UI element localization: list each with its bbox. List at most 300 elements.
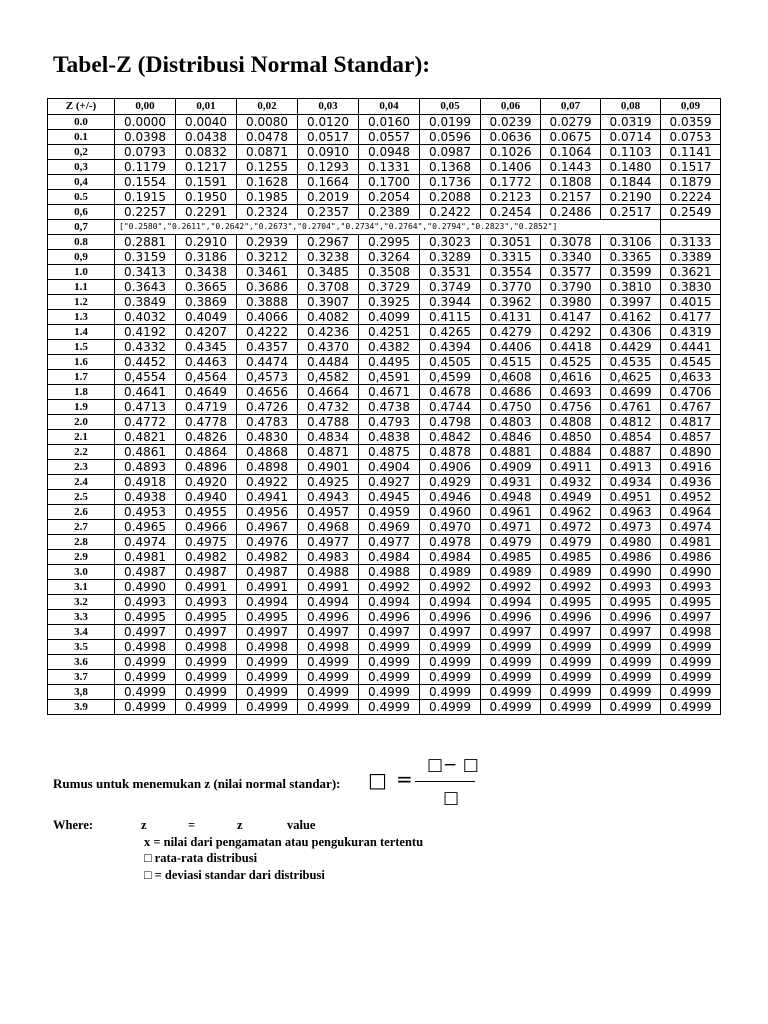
probability-cell: 0.4115: [420, 310, 481, 325]
probability-cell: 0.4951: [601, 490, 661, 505]
probability-cell: 0.1141: [661, 145, 721, 160]
probability-cell: 0.0040: [176, 115, 237, 130]
table-row: [48, 640, 721, 655]
probability-cell: 0.4941: [237, 490, 298, 505]
probability-cell: 0.4357: [237, 340, 298, 355]
table-row: [48, 415, 721, 430]
z-value-cell: 3.2: [48, 595, 115, 610]
probability-cell: 0.4987: [115, 565, 176, 580]
probability-cell: 0.4999: [420, 685, 481, 700]
probability-cell: 0.3708: [298, 280, 359, 295]
probability-cell: 0.4999: [237, 655, 298, 670]
probability-cell: 0.4207: [176, 325, 237, 340]
probability-cell: 0.4999: [661, 685, 721, 700]
probability-cell: 0.4970: [420, 520, 481, 535]
z-value-cell: 0.0: [48, 115, 115, 130]
probability-cell: 0.4999: [661, 640, 721, 655]
probability-cell: 0.4463: [176, 355, 237, 370]
table-row: [48, 280, 721, 295]
probability-cell: 0.4991: [237, 580, 298, 595]
table-row: [48, 475, 721, 490]
probability-cell: 0.1217: [176, 160, 237, 175]
z-value-cell: 3.5: [48, 640, 115, 655]
probability-cell: 0.4999: [420, 700, 481, 715]
column-header: 0,06: [481, 99, 541, 115]
probability-cell: 0.4992: [541, 580, 601, 595]
probability-cell: 0.0080: [237, 115, 298, 130]
probability-cell: 0.4990: [601, 565, 661, 580]
probability-cell: 0.0517: [298, 130, 359, 145]
z-value-cell: 2.2: [48, 445, 115, 460]
probability-cell: 0.4545: [661, 355, 721, 370]
probability-cell: 0.4994: [420, 595, 481, 610]
probability-cell: 0.4999: [176, 685, 237, 700]
column-header: 0,05: [420, 99, 481, 115]
probability-cell: 0.3869: [176, 295, 237, 310]
probability-cell: 0.4999: [237, 700, 298, 715]
probability-cell: 0.4989: [481, 565, 541, 580]
formula-label: Rumus untuk menemukan z (nilai normal standar):: [53, 776, 341, 791]
probability-cell: 0.4994: [237, 595, 298, 610]
probability-cell: 0.4868: [237, 445, 298, 460]
probability-cell: 0.3749: [420, 280, 481, 295]
table-row: [48, 520, 721, 535]
z-value-cell: 2.4: [48, 475, 115, 490]
probability-cell: 0.2939: [237, 235, 298, 250]
z-value-cell: 3.6: [48, 655, 115, 670]
table-row: [48, 610, 721, 625]
probability-cell: 0.4999: [661, 655, 721, 670]
probability-cell: 0.1950: [176, 190, 237, 205]
probability-cell: 0.1331: [359, 160, 420, 175]
probability-cell: 0.4999: [298, 685, 359, 700]
column-header: 0,01: [176, 99, 237, 115]
probability-cell: 0.4686: [481, 385, 541, 400]
where-equals: =: [188, 818, 196, 832]
probability-cell: 0.4999: [115, 700, 176, 715]
probability-cell: 0.4999: [601, 670, 661, 685]
probability-cell: 0.4974: [661, 520, 721, 535]
table-row: [48, 325, 721, 340]
probability-cell: 0.4999: [601, 640, 661, 655]
probability-cell: 0.3888: [237, 295, 298, 310]
probability-cell: 0.0871: [237, 145, 298, 160]
probability-cell: 0.2486: [541, 205, 601, 220]
probability-cell: 0.4945: [359, 490, 420, 505]
table-row: [48, 460, 721, 475]
probability-cell: 0.4999: [541, 655, 601, 670]
probability-cell: 0.4854: [601, 430, 661, 445]
probability-cell: 0.4761: [601, 400, 661, 415]
table-row: [48, 115, 721, 130]
probability-cell: 0.0199: [420, 115, 481, 130]
probability-cell: 0.1700: [359, 175, 420, 190]
probability-cell: 0.1808: [541, 175, 601, 190]
probability-cell: 0.3238: [298, 250, 359, 265]
probability-cell: 0.4987: [176, 565, 237, 580]
probability-cell: 0.2224: [661, 190, 721, 205]
probability-cell: 0.4959: [359, 505, 420, 520]
probability-cell: 0.4998: [661, 625, 721, 640]
probability-cell: 0.4992: [420, 580, 481, 595]
probability-cell: 0.4936: [661, 475, 721, 490]
probability-cell: 0.4999: [359, 670, 420, 685]
probability-cell: 0.4999: [541, 700, 601, 715]
probability-cell: 0.3159: [115, 250, 176, 265]
probability-cell: 0.4834: [298, 430, 359, 445]
table-row: [48, 400, 721, 415]
probability-cell: 0.4997: [237, 625, 298, 640]
probability-cell: 0.4920: [176, 475, 237, 490]
probability-cell: 0.0557: [359, 130, 420, 145]
probability-cell: 0.4990: [661, 565, 721, 580]
probability-cell: 0.4960: [420, 505, 481, 520]
probability-cell: 0.1480: [601, 160, 661, 175]
probability-cell: 0.4946: [420, 490, 481, 505]
probability-cell: 0.4996: [601, 610, 661, 625]
probability-cell: 0.4999: [541, 640, 601, 655]
z-value-cell: 0,9: [48, 250, 115, 265]
z-value-cell: 0.8: [48, 235, 115, 250]
probability-cell: 0.0279: [541, 115, 601, 130]
table-row: [48, 445, 721, 460]
probability-cell: 0.4989: [420, 565, 481, 580]
probability-cell: 0.4484: [298, 355, 359, 370]
z-value-cell: 3.4: [48, 625, 115, 640]
z-value-cell: 1.8: [48, 385, 115, 400]
probability-cell: 0.4981: [661, 535, 721, 550]
probability-cell: 0.3962: [481, 295, 541, 310]
probability-cell: 0.4015: [661, 295, 721, 310]
probability-cell: 0.4719: [176, 400, 237, 415]
probability-cell: 0.4957: [298, 505, 359, 520]
probability-cell: 0.4394: [420, 340, 481, 355]
formula-z-symbol: □: [368, 768, 387, 792]
probability-cell: 0.4842: [420, 430, 481, 445]
probability-cell: 0.4997: [359, 625, 420, 640]
z-value-cell: 2.8: [48, 535, 115, 550]
probability-cell: 0.0398: [115, 130, 176, 145]
probability-cell: 0.4370: [298, 340, 359, 355]
z-value-cell: 1.7: [48, 370, 115, 385]
probability-cell: 0.4981: [115, 550, 176, 565]
probability-cell: 0.2324: [237, 205, 298, 220]
where-z-second: z: [237, 818, 243, 832]
probability-cell: 0.4940: [176, 490, 237, 505]
probability-cell: 0.4984: [359, 550, 420, 565]
probability-cell: 0.4995: [661, 595, 721, 610]
probability-cell: 0.3577: [541, 265, 601, 280]
probability-cell: 0,4633: [661, 370, 721, 385]
probability-cell: 0.4890: [661, 445, 721, 460]
probability-cell: 0,4608: [481, 370, 541, 385]
probability-cell: 0.4909: [481, 460, 541, 475]
table-row: [48, 595, 721, 610]
probability-cell: 0.1915: [115, 190, 176, 205]
probability-cell: 0.4893: [115, 460, 176, 475]
where-z: z: [141, 818, 147, 832]
probability-cell: 0.4977: [359, 535, 420, 550]
probability-cell: 0.4082: [298, 310, 359, 325]
probability-cell: 0.4999: [115, 670, 176, 685]
z-value-cell: 1.6: [48, 355, 115, 370]
probability-cell: 0.4918: [115, 475, 176, 490]
probability-cell: 0.1879: [661, 175, 721, 190]
z-value-cell: 3.1: [48, 580, 115, 595]
probability-cell: 0.3980: [541, 295, 601, 310]
probability-cell: 0.4996: [541, 610, 601, 625]
table-row: [48, 370, 721, 385]
z-value-cell: 0,6: [48, 205, 115, 220]
probability-cell: 0.4999: [359, 640, 420, 655]
column-header: 0,02: [237, 99, 298, 115]
probability-cell: 0.2357: [298, 205, 359, 220]
table-row: [48, 580, 721, 595]
probability-cell: 0.4993: [661, 580, 721, 595]
probability-cell: 0.4999: [601, 655, 661, 670]
probability-cell: 0.4904: [359, 460, 420, 475]
z-value-cell: 0,4: [48, 175, 115, 190]
probability-cell: 0.3997: [601, 295, 661, 310]
table-row: [48, 535, 721, 550]
probability-cell: 0.4906: [420, 460, 481, 475]
probability-cell: 0.4678: [420, 385, 481, 400]
probability-cell: 0.4382: [359, 340, 420, 355]
probability-cell: 0.4808: [541, 415, 601, 430]
probability-cell: 0.4406: [481, 340, 541, 355]
probability-cell: 0.2881: [115, 235, 176, 250]
probability-cell: 0.4948: [481, 490, 541, 505]
probability-cell: 0.4693: [541, 385, 601, 400]
probability-cell: 0.1628: [237, 175, 298, 190]
probability-cell: 0.4997: [541, 625, 601, 640]
probability-cell: 0.4778: [176, 415, 237, 430]
probability-cell: 0.4985: [541, 550, 601, 565]
probability-cell: 0.4962: [541, 505, 601, 520]
probability-cell: 0.2123: [481, 190, 541, 205]
probability-cell: 0.4999: [481, 685, 541, 700]
probability-cell: 0.4986: [661, 550, 721, 565]
probability-cell: 0.3023: [420, 235, 481, 250]
empty-cell: [661, 220, 721, 235]
probability-cell: 0.4965: [115, 520, 176, 535]
probability-cell: 0.4999: [298, 655, 359, 670]
probability-cell: 0.3461: [237, 265, 298, 280]
probability-cell: 0.4997: [601, 625, 661, 640]
probability-cell: 0.4969: [359, 520, 420, 535]
z-value-cell: 1.4: [48, 325, 115, 340]
probability-cell: 0.4938: [115, 490, 176, 505]
probability-cell: 0.4916: [661, 460, 721, 475]
probability-cell: 0.0793: [115, 145, 176, 160]
probability-cell: 0.4999: [359, 655, 420, 670]
probability-cell: 0.4999: [420, 640, 481, 655]
column-header: 0,03: [298, 99, 359, 115]
probability-cell: 0.4772: [115, 415, 176, 430]
probability-cell: 0.4922: [237, 475, 298, 490]
probability-cell: 0.3264: [359, 250, 420, 265]
probability-cell: 0.4861: [115, 445, 176, 460]
probability-cell: 0.4999: [541, 670, 601, 685]
probability-cell: 0.4943: [298, 490, 359, 505]
probability-cell: 0.2967: [298, 235, 359, 250]
probability-cell: 0.4978: [420, 535, 481, 550]
probability-cell: 0.0636: [481, 130, 541, 145]
formula-equals-sign: =: [396, 767, 413, 791]
probability-cell: 0.4699: [601, 385, 661, 400]
table-row: [48, 565, 721, 580]
column-header: 0,09: [661, 99, 721, 115]
probability-cell: 0.4783: [237, 415, 298, 430]
z-value-cell: 2.7: [48, 520, 115, 535]
probability-cell: 0.3051: [481, 235, 541, 250]
probability-cell: 0.4441: [661, 340, 721, 355]
probability-cell: 0.4999: [359, 685, 420, 700]
probability-cell: 0.4972: [541, 520, 601, 535]
probability-cell: 0.4999: [481, 655, 541, 670]
probability-cell: 0.4998: [115, 640, 176, 655]
probability-cell: 0.0438: [176, 130, 237, 145]
probability-cell: 0.1517: [661, 160, 721, 175]
probability-cell: 0.4750: [481, 400, 541, 415]
table-row: [48, 205, 721, 220]
probability-cell: 0.4452: [115, 355, 176, 370]
probability-cell: 0.4830: [237, 430, 298, 445]
probability-cell: 0.4913: [601, 460, 661, 475]
probability-cell: 0.4495: [359, 355, 420, 370]
probability-cell: 0.4952: [661, 490, 721, 505]
table-row: [48, 490, 721, 505]
formula-numerator: □− □: [427, 755, 479, 775]
probability-cell: 0.4898: [237, 460, 298, 475]
probability-cell: 0.1844: [601, 175, 661, 190]
probability-cell: 0.4982: [176, 550, 237, 565]
probability-cell: 0.4995: [237, 610, 298, 625]
probability-cell: 0.4929: [420, 475, 481, 490]
z-value-cell: 1.2: [48, 295, 115, 310]
probability-cell: 0.4931: [481, 475, 541, 490]
probability-cell: 0.4993: [601, 580, 661, 595]
table-row: [48, 145, 721, 160]
probability-cell: 0.4664: [298, 385, 359, 400]
probability-cell: 0.3944: [420, 295, 481, 310]
z-value-cell: 1.3: [48, 310, 115, 325]
probability-cell: 0.4878: [420, 445, 481, 460]
probability-cell: 0.3365: [601, 250, 661, 265]
probability-cell: 0.4319: [661, 325, 721, 340]
probability-cell: 0.4641: [115, 385, 176, 400]
z-value-cell: 0,3: [48, 160, 115, 175]
probability-cell: 0.4999: [115, 655, 176, 670]
probability-cell: 0.4999: [176, 670, 237, 685]
probability-cell: 0.4997: [115, 625, 176, 640]
z-value-cell: 1.0: [48, 265, 115, 280]
probability-cell: 0.4987: [237, 565, 298, 580]
probability-cell: 0.4995: [541, 595, 601, 610]
probability-cell: 0,4554: [115, 370, 176, 385]
probability-cell: 0.4934: [601, 475, 661, 490]
table-row: [48, 235, 721, 250]
probability-cell: 0.4995: [115, 610, 176, 625]
probability-cell: 0.4999: [176, 700, 237, 715]
probability-cell: 0.0714: [601, 130, 661, 145]
probability-cell: 0.4793: [359, 415, 420, 430]
probability-cell: 0.4744: [420, 400, 481, 415]
table-row: [48, 175, 721, 190]
probability-cell: 0.4875: [359, 445, 420, 460]
probability-cell: 0.4999: [115, 685, 176, 700]
table-row: [48, 385, 721, 400]
probability-cell: 0.4671: [359, 385, 420, 400]
probability-cell: 0.4997: [661, 610, 721, 625]
probability-cell: 0.4998: [237, 640, 298, 655]
probability-cell: 0.4994: [298, 595, 359, 610]
z-value-cell: 3.7: [48, 670, 115, 685]
probability-cell: 0.4982: [237, 550, 298, 565]
probability-cell: 0,4616: [541, 370, 601, 385]
probability-cell: 0.4996: [298, 610, 359, 625]
probability-cell: 0.4986: [601, 550, 661, 565]
probability-cell: 0.4306: [601, 325, 661, 340]
probability-cell: 0.3849: [115, 295, 176, 310]
probability-cell: 0.1443: [541, 160, 601, 175]
probability-cell: 0.4812: [601, 415, 661, 430]
table-row: [48, 505, 721, 520]
probability-cell: 0.4985: [481, 550, 541, 565]
probability-cell: 0.4525: [541, 355, 601, 370]
probability-cell: 0.3106: [601, 235, 661, 250]
probability-cell: 0.4996: [359, 610, 420, 625]
probability-cell: 0.4994: [359, 595, 420, 610]
probability-cell: 0.1406: [481, 160, 541, 175]
probability-cell: 0.4429: [601, 340, 661, 355]
probability-cell: 0.4656: [237, 385, 298, 400]
probability-cell: 0.4049: [176, 310, 237, 325]
z-value-cell: 1.5: [48, 340, 115, 355]
probability-cell: 0.4979: [481, 535, 541, 550]
probability-cell: 0.3790: [541, 280, 601, 295]
where-label: Where:: [53, 818, 94, 832]
column-header: 0,08: [601, 99, 661, 115]
table-body: [48, 115, 721, 715]
probability-cell: 0.3907: [298, 295, 359, 310]
probability-cell: 0.4997: [481, 625, 541, 640]
probability-cell: 0.4999: [661, 700, 721, 715]
z-value-cell: 2.3: [48, 460, 115, 475]
probability-cell: 0.2910: [176, 235, 237, 250]
probability-cell: 0.4515: [481, 355, 541, 370]
probability-cell: 0.4999: [541, 685, 601, 700]
where-value: value: [287, 818, 316, 832]
probability-cell: 0.4418: [541, 340, 601, 355]
z-value-cell: 0.1: [48, 130, 115, 145]
z-value-cell: 0.5: [48, 190, 115, 205]
probability-cell: 0.4803: [481, 415, 541, 430]
table-row: [48, 310, 721, 325]
table-row: [48, 625, 721, 640]
z-value-cell: 2.5: [48, 490, 115, 505]
probability-cell: 0.4971: [481, 520, 541, 535]
z-value-cell: 1.1: [48, 280, 115, 295]
probability-cell: 0.3665: [176, 280, 237, 295]
probability-cell: 0.4999: [237, 685, 298, 700]
probability-cell: 0.4983: [298, 550, 359, 565]
probability-cell: 0.0596: [420, 130, 481, 145]
probability-cell: 0.4925: [298, 475, 359, 490]
z-value-cell: 2.9: [48, 550, 115, 565]
probability-cell: 0.0832: [176, 145, 237, 160]
fraction-bar: [415, 781, 475, 782]
